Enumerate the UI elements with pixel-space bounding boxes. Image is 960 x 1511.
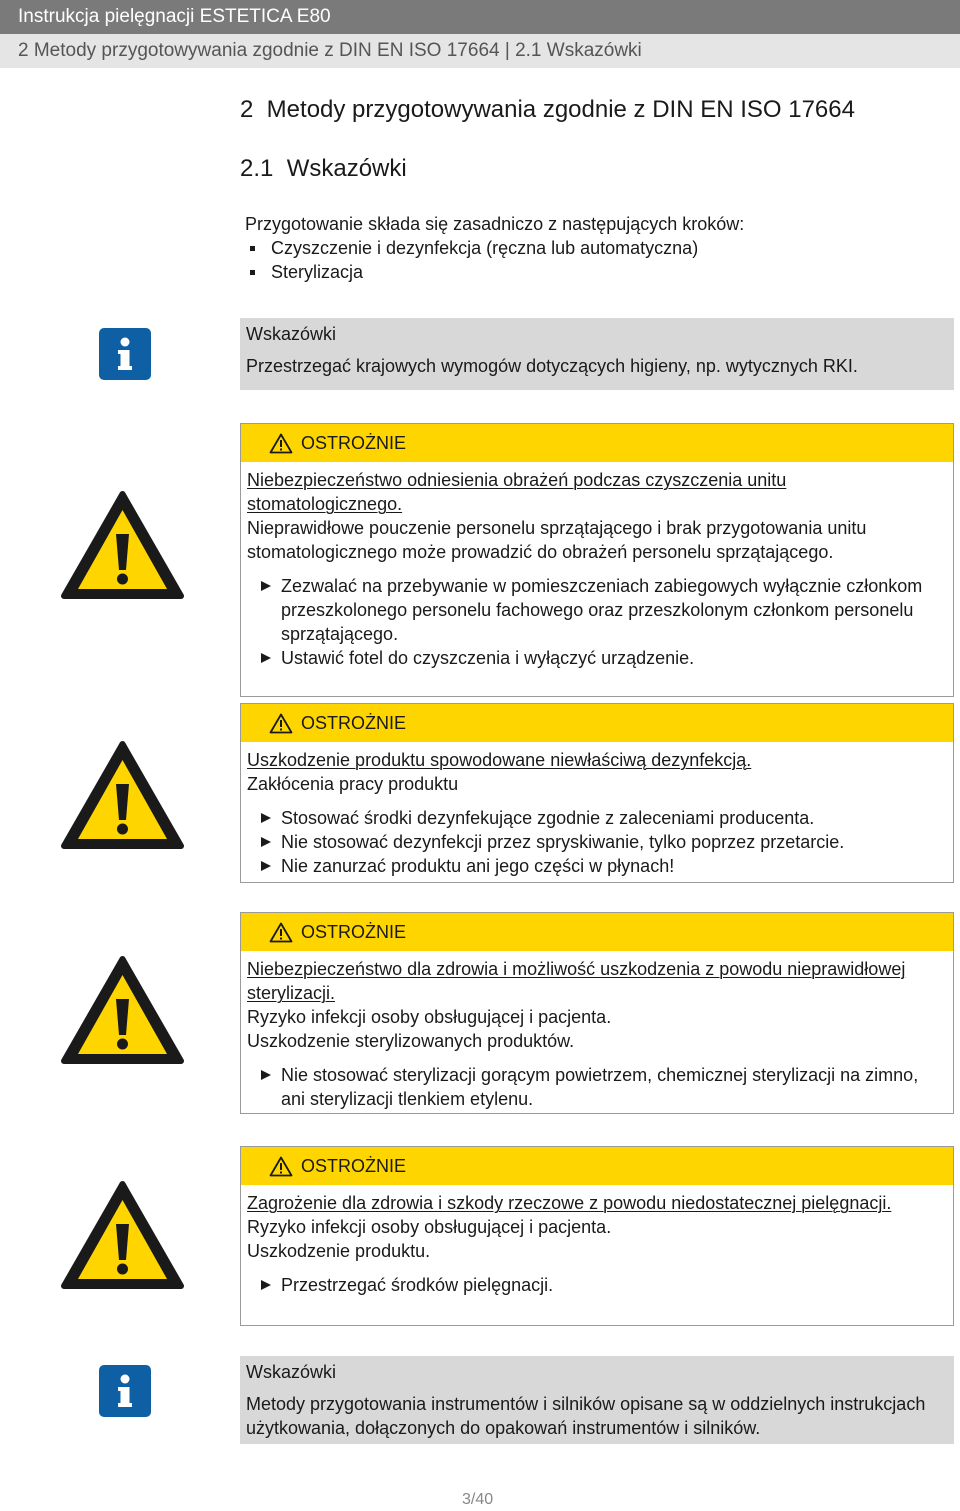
action-list bbox=[247, 806, 935, 878]
action-item: Zezwalać na przebywanie w pomieszczeniach zabiegowych wyłącznie członkom przeszkolonego personelu fachowego oraz przeszkolonym członkom personelu sprzątającego. bbox=[247, 574, 935, 646]
info-title: Wskazówki bbox=[246, 324, 337, 344]
warning-header bbox=[241, 913, 953, 951]
warning-triangle-icon bbox=[60, 490, 185, 600]
warning-consequence: Uszkodzenie produktu. bbox=[247, 1241, 431, 1261]
warning-box-2 bbox=[240, 703, 954, 883]
warning-consequence: Nieprawidłowe pouczenie personelu sprzątającego i brak przygotowania unitu stomatologicznego może prowadzić do obrażeń personelu sprzątającego. bbox=[247, 518, 867, 562]
action-item: Przestrzegać środków pielęgnacji. bbox=[247, 1273, 935, 1297]
info-text: Metody przygotowania instrumentów i silników opisane są w oddzielnych instrukcjach użytkowania, dołączonych do opakowań instrumentów i silników. bbox=[246, 1394, 926, 1438]
warning-label: OSTROŻNIE bbox=[301, 921, 407, 942]
action-list bbox=[247, 1273, 935, 1297]
action-item: Ustawić fotel do czyszczenia i wyłączyć urządzenie. bbox=[247, 646, 935, 670]
action-list bbox=[247, 1063, 935, 1111]
intro bbox=[245, 212, 945, 284]
warning-consequence: Ryzyko infekcji osoby obsługującej i pacjenta. bbox=[247, 1217, 612, 1237]
warning-triangle-icon bbox=[60, 1180, 185, 1290]
subsection-heading: 2.1 Wskazówki bbox=[240, 155, 407, 182]
action-list bbox=[247, 574, 935, 670]
warning-header bbox=[241, 704, 953, 742]
warning-consequence: Uszkodzenie sterylizowanych produktów. bbox=[247, 1031, 575, 1051]
warning-label: OSTROŻNIE bbox=[301, 712, 407, 733]
warning-label: OSTROŻNIE bbox=[301, 1155, 407, 1176]
warning-sign-icon bbox=[269, 922, 293, 943]
breadcrumb: 2 Metody przygotowywania zgodnie z DIN EN ISO 17664 | 2.1 Wskazówki bbox=[0, 34, 960, 68]
warning-sign-icon bbox=[269, 713, 293, 734]
intro-list bbox=[245, 236, 945, 284]
warning-box-1 bbox=[240, 423, 954, 697]
warning-triangle-icon bbox=[60, 955, 185, 1065]
section-heading: 2 Metody przygotowywania zgodnie z DIN EN ISO 17664 bbox=[240, 96, 855, 123]
intro-text: Przygotowanie składa się zasadniczo z następujących kroków: bbox=[245, 214, 745, 234]
warning-label: OSTROŻNIE bbox=[301, 432, 407, 453]
warning-sign-icon bbox=[269, 433, 293, 454]
info-icon bbox=[99, 1365, 151, 1417]
warning-headline: Niebezpieczeństwo dla zdrowia i możliwość uszkodzenia z powodu nieprawidłowej sterylizacji. bbox=[247, 959, 906, 1003]
warning-headline: Uszkodzenie produktu spowodowane niewłaściwą dezynfekcją. bbox=[247, 750, 752, 770]
action-item: Nie zanurzać produktu ani jego części w płynach! bbox=[247, 854, 935, 878]
warning-headline: Niebezpieczeństwo odniesienia obrażeń podczas czyszczenia unitu stomatologicznego. bbox=[247, 470, 787, 514]
info-text: Przestrzegać krajowych wymogów dotyczących higieny, np. wytycznych RKI. bbox=[246, 356, 858, 376]
action-item: Nie stosować dezynfekcji przez spryskiwanie, tylko poprzez przetarcie. bbox=[247, 830, 935, 854]
action-item: Nie stosować sterylizacji gorącym powietrzem, chemicznej sterylizacji na zimno, ani sterylizacji tlenkiem etylenu. bbox=[247, 1063, 935, 1111]
warning-headline: Zagrożenie dla zdrowia i szkody rzeczowe z powodu niedostatecznej pielęgnacji. bbox=[247, 1193, 892, 1213]
warning-header bbox=[241, 1147, 953, 1185]
page-number: 3/40 bbox=[462, 1491, 494, 1508]
warning-sign-icon bbox=[269, 1156, 293, 1177]
info-title: Wskazówki bbox=[246, 1362, 337, 1382]
document-title-bar: Instrukcja pielęgnacji ESTETICA E80 bbox=[0, 0, 960, 34]
list-item: Czyszczenie i dezynfekcja (ręczna lub automatyczna) bbox=[245, 236, 945, 260]
list-item: Sterylizacja bbox=[245, 260, 945, 284]
warning-header bbox=[241, 424, 953, 462]
warning-box-3 bbox=[240, 912, 954, 1114]
info-box-hygiene bbox=[240, 318, 954, 390]
warning-triangle-icon bbox=[60, 740, 185, 850]
action-item: Stosować środki dezynfekujące zgodnie z zaleceniami producenta. bbox=[247, 806, 935, 830]
info-icon bbox=[99, 328, 151, 380]
warning-box-4 bbox=[240, 1146, 954, 1326]
info-box-instruments bbox=[240, 1356, 954, 1444]
warning-consequence: Zakłócenia pracy produktu bbox=[247, 774, 459, 794]
warning-consequence: Ryzyko infekcji osoby obsługującej i pacjenta. bbox=[247, 1007, 612, 1027]
